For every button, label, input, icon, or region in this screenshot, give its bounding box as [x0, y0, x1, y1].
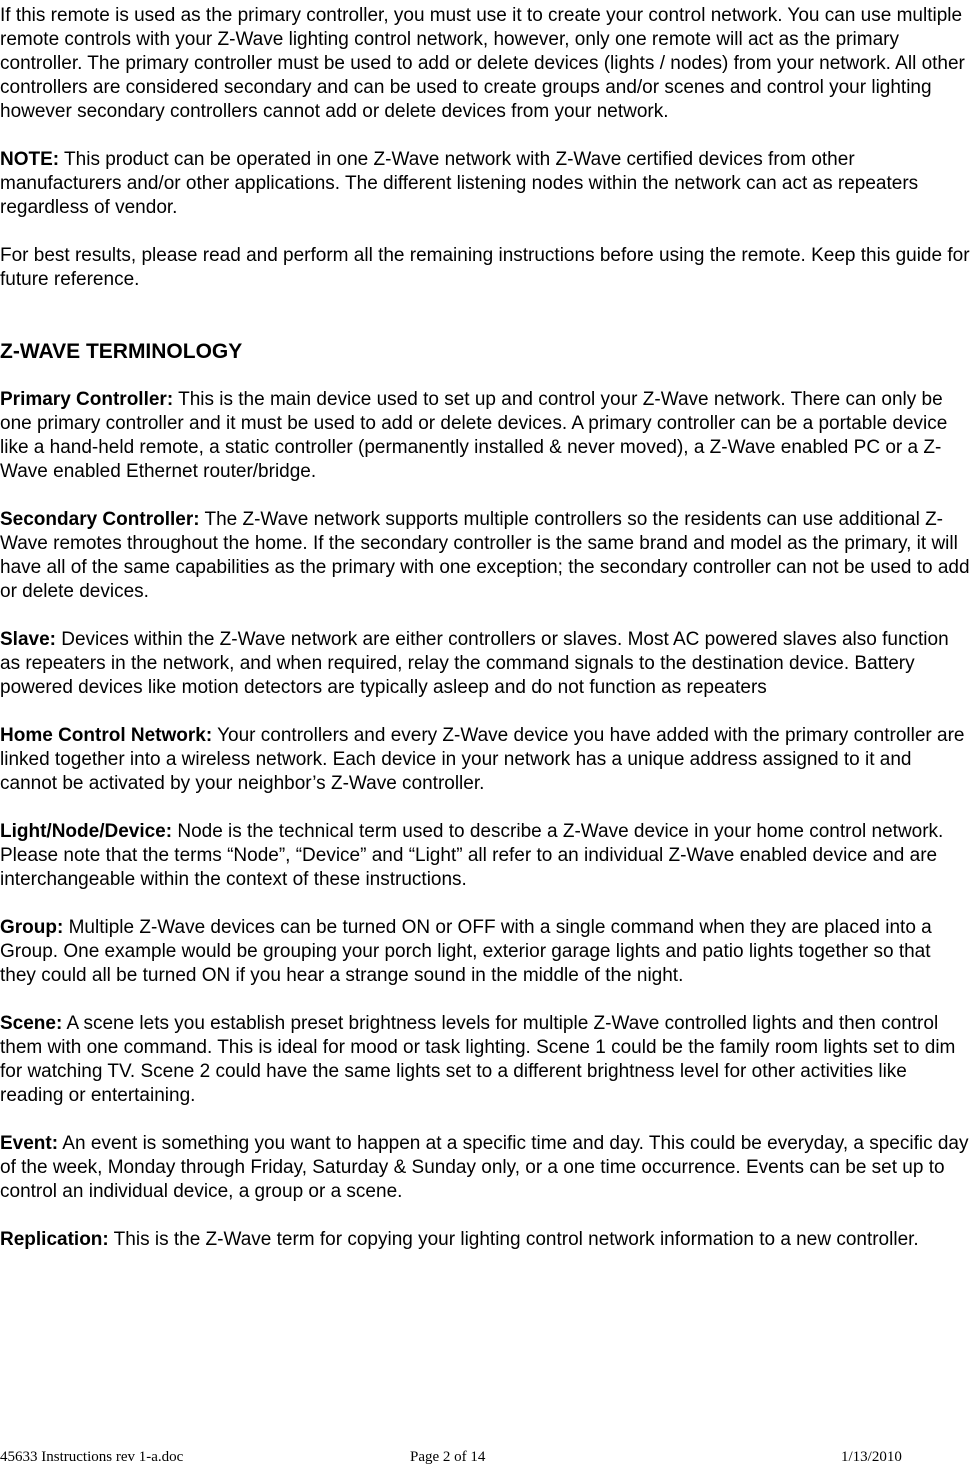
term-label: Scene:: [0, 1013, 63, 1034]
intro-paragraph: If this remote is used as the primary controller, you must use it to create your control network. You can use multiple remote controls with your Z-Wave lighting control network, however, only one remote will act as the primary controller. The primary controller must be used to add or delete devices (lights / nodes) from your network. All other controllers are considered secondary and can be used to create groups and/or scenes and control your lighting however secondary controllers cannot add or delete devices from your network.: [0, 5, 965, 122]
term-label: Group:: [0, 917, 64, 938]
term-home-control-network: [0, 724, 970, 796]
term-replication: [0, 1228, 970, 1252]
term-slave: [0, 628, 970, 700]
term-label: Light/Node/Device:: [0, 821, 173, 842]
term-scene: [0, 1012, 970, 1108]
term-definition: An event is something you want to happen at a specific time and day. This could be everyday, a specific day of the week, Monday through Friday, Saturday & Sunday only, or a one time occurrence. Events can be set up to control an individual device, a group or a scene.: [0, 1133, 969, 1202]
term-label: Primary Controller:: [0, 389, 174, 410]
term-label: Slave:: [0, 629, 56, 650]
term-definition: This is the Z-Wave term for copying your lighting control network information to a new controller.: [108, 1229, 919, 1250]
note-text: This product can be operated in one Z-Wave network with Z-Wave certified devices from other manufacturers and/or other applications. The different listening nodes within the network can act as repeaters regardless of vendor.: [0, 149, 919, 218]
term-primary-controller: [0, 388, 970, 484]
term-definition: The Z-Wave network supports multiple controllers so the residents can use additional Z-Wave remotes throughout the home. If the secondary controller is the same brand and model as the primary, it will have all of the same capabilities as the primary with one exception; the secondary controller can not be used to add or delete devices.: [0, 509, 970, 602]
term-definition: This is the main device used to set up and control your Z-Wave network. There can only be one primary controller and it must be used to add or delete devices. A primary controller can be a portable device like a hand-held remote, a static controller (permanently installed & never moved), a Z-Wave enabled PC or a Z-Wave enabled Ethernet router/bridge.: [0, 389, 948, 482]
term-event: [0, 1132, 970, 1204]
term-group: [0, 916, 970, 988]
note-paragraph: [0, 148, 970, 220]
term-label: Replication:: [0, 1229, 109, 1250]
term-label: Event:: [0, 1133, 59, 1154]
term-definition: Node is the technical term used to describe a Z-Wave device in your home control network. Please note that the terms “Node”, “Device” and “Light” all refer to an individual Z-Wave enabled device and are interchangeable within the context of these instructions.: [0, 821, 944, 890]
footer-date: 1/13/2010: [841, 1449, 902, 1465]
term-definition: A scene lets you establish preset brightness levels for multiple Z-Wave controlled lights and then control them with one command. This is ideal for mood or task lighting. Scene 1 could be the family room lights set to dim for watching TV. Scene 2 could have the same lights set to a different brightness level for other activities like reading or entertaining.: [0, 1013, 956, 1106]
term-definition: Devices within the Z-Wave network are either controllers or slaves. Most AC powered slaves also function as repeaters in the network, and when required, relay the command signals to the destination device. Battery powered devices like motion detectors are typically asleep and do not function as repeaters: [0, 629, 949, 698]
section-heading: Z-WAVE TERMINOLOGY: [0, 340, 243, 363]
term-light-node-device: [0, 820, 970, 892]
term-definition: Your controllers and every Z-Wave device you have added with the primary controller are linked together into a wireless network. Each device in your network has a unique address assigned to it and cannot be activated by your neighbor’s Z-Wave controller.: [0, 725, 965, 794]
note-label: NOTE:: [0, 149, 60, 170]
term-definition: Multiple Z-Wave devices can be turned ON or OFF with a single command when they are placed into a Group. One example would be grouping your porch light, exterior garage lights and patio lights together so that they could all be turned ON if you hear a strange sound in the middle of the night.: [0, 917, 932, 986]
best-results-paragraph: For best results, please read and perform all the remaining instructions before using the remote. Keep this guide for future reference.: [0, 245, 970, 290]
page-content: [0, 4, 970, 1276]
term-label: Home Control Network:: [0, 725, 213, 746]
footer-filename: 45633 Instructions rev 1-a.doc: [0, 1449, 184, 1465]
footer-page-number: Page 2 of 14: [410, 1449, 486, 1465]
term-secondary-controller: [0, 508, 970, 604]
term-label: Secondary Controller:: [0, 509, 200, 530]
page-footer: [0, 1448, 972, 1466]
